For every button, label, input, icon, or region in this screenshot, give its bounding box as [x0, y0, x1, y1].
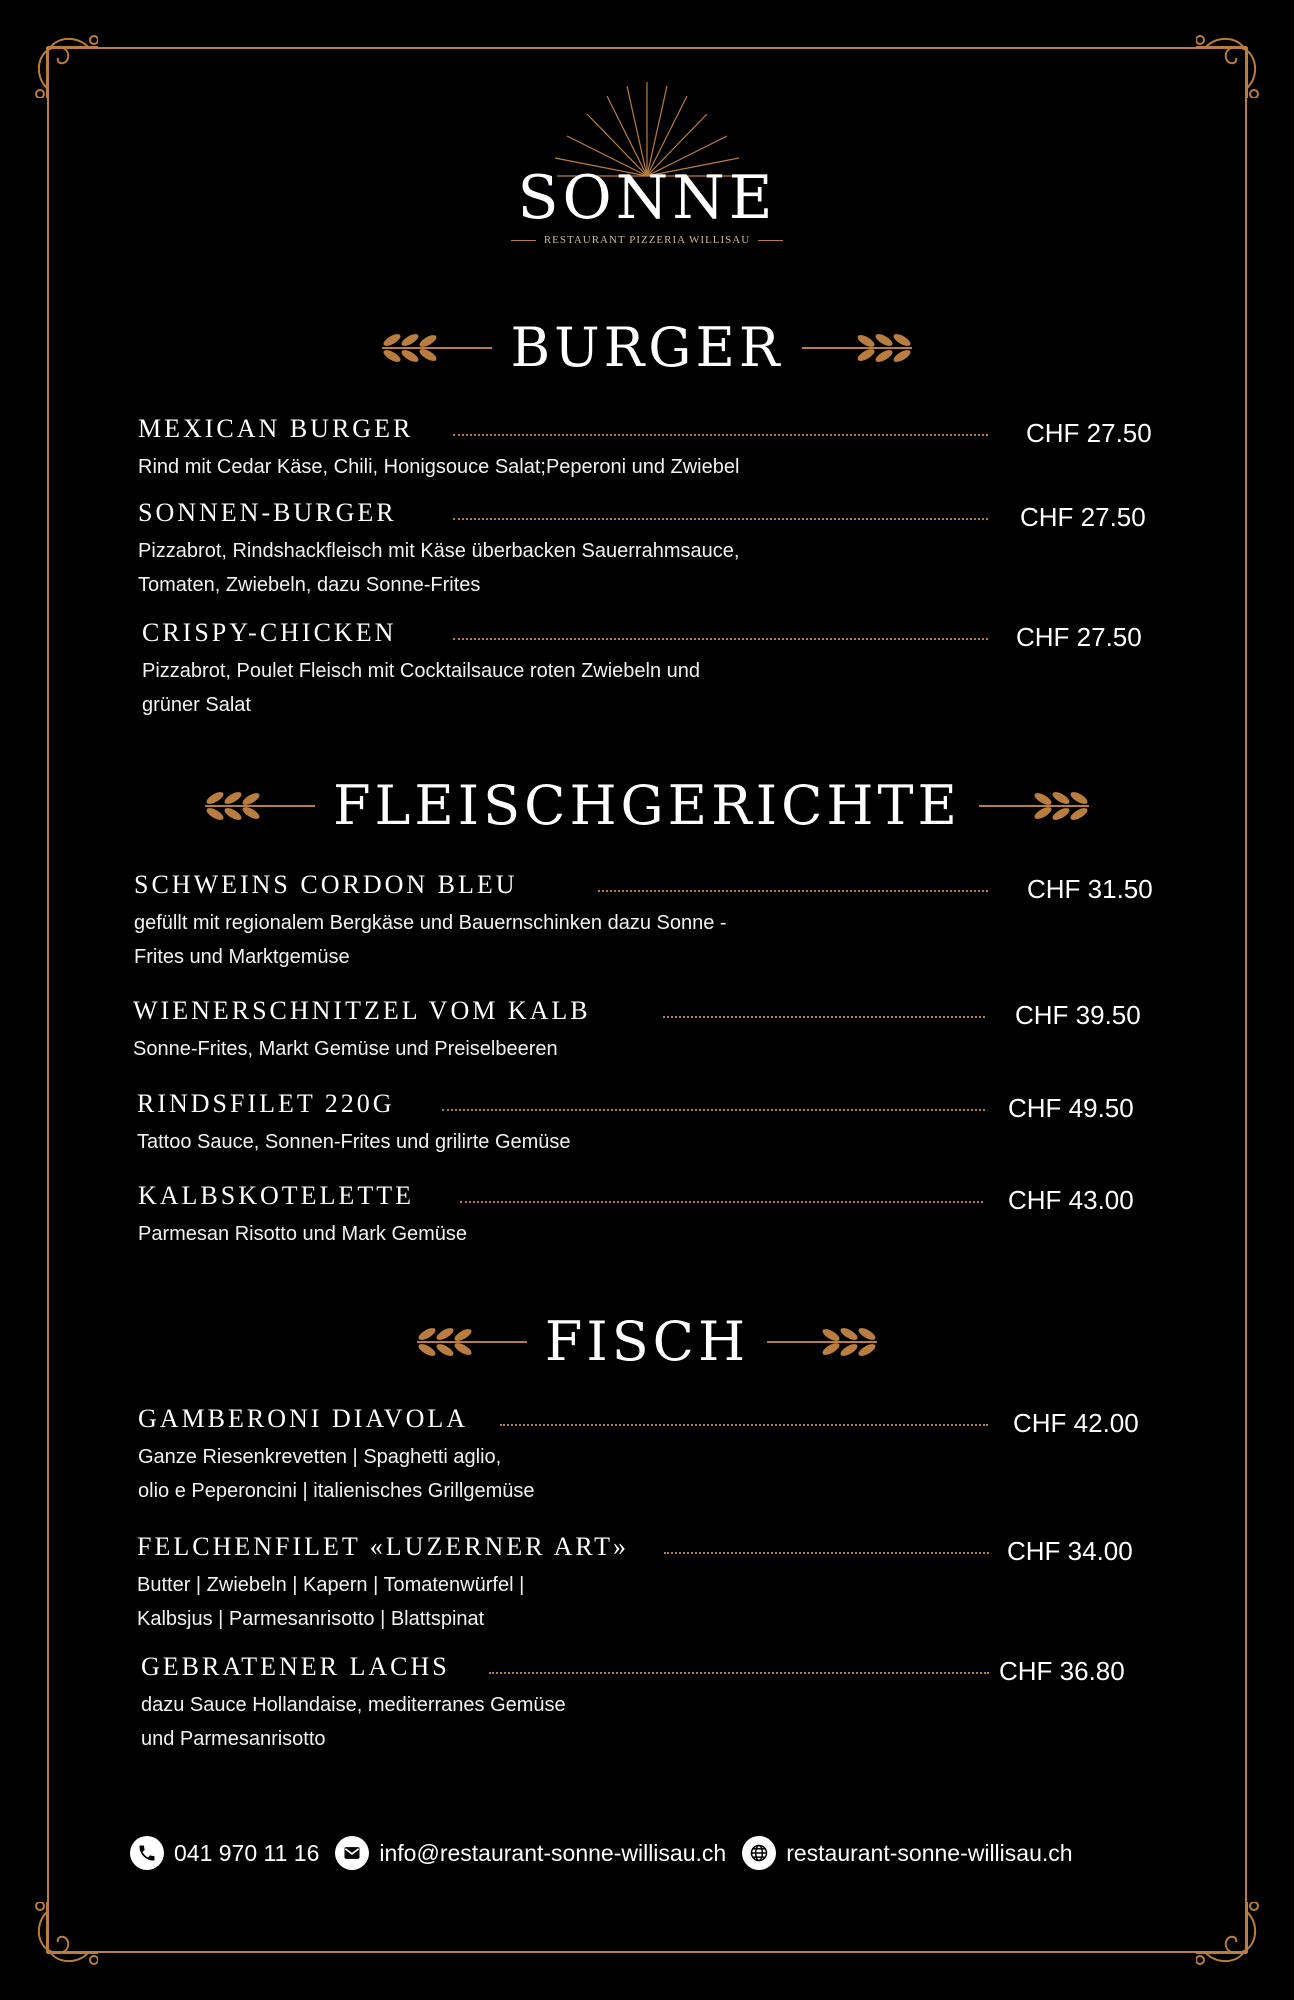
menu-item: [138, 498, 1198, 602]
logo-subtitle: RESTAURANT PIZZERIA WILLISAU: [0, 234, 1294, 246]
globe-icon: [742, 1836, 776, 1870]
menu-item: [137, 1532, 1197, 1636]
logo: [0, 80, 1294, 246]
item-description: Ganze Riesenkrevetten | Spaghetti aglio, olio e Peperoncini | italienisches Grillgemüse: [138, 1446, 535, 1502]
menu-item: [138, 1404, 1198, 1508]
item-price: CHF 43.00: [1008, 1185, 1134, 1215]
section-title-fleischgerichte: FLEISCHGERICHTE: [0, 774, 1294, 839]
laurel-branch-icon: [802, 328, 922, 368]
item-name: GAMBERONI DIAVOLA: [138, 1404, 469, 1433]
menu-item: [141, 1652, 1201, 1756]
item-price: CHF 39.50: [1015, 1000, 1141, 1030]
item-price: CHF 42.00: [1013, 1408, 1139, 1438]
dotted-leader: [453, 638, 988, 640]
contact-phone[interactable]: 041 970 11 16: [130, 1836, 319, 1870]
laurel-branch-icon: [195, 786, 315, 826]
laurel-branch-icon: [979, 786, 1099, 826]
menu-item: [134, 870, 1194, 974]
item-name: KALBSKOTELETTE: [138, 1181, 414, 1210]
item-price: CHF 34.00: [1007, 1536, 1133, 1566]
item-name: WIENERSCHNITZEL VOM KALB: [133, 996, 591, 1025]
contact-website[interactable]: restaurant-sonne-willisau.ch: [742, 1836, 1072, 1870]
dotted-leader: [453, 434, 988, 436]
item-price: CHF 27.50: [1026, 418, 1152, 448]
item-name: RINDSFILET 220G: [137, 1089, 395, 1118]
dotted-leader: [460, 1201, 983, 1203]
laurel-branch-icon: [407, 1322, 527, 1362]
dotted-leader: [663, 1016, 985, 1018]
dotted-leader: [489, 1672, 989, 1674]
contact-email[interactable]: info@restaurant-sonne-willisau.ch: [335, 1836, 726, 1870]
menu-item: [142, 618, 1202, 722]
item-name: SCHWEINS CORDON BLEU: [134, 870, 518, 899]
item-description: gefüllt mit regionalem Bergkäse und Bauernschinken dazu Sonne - Frites und Marktgemüse: [134, 912, 727, 968]
phone-icon: [130, 1836, 164, 1870]
item-price: CHF 27.50: [1020, 502, 1146, 532]
dotted-leader: [442, 1109, 985, 1111]
menu-item: [133, 996, 1193, 1066]
item-description: Sonne-Frites, Markt Gemüse und Preiselbeeren: [133, 1038, 558, 1060]
item-description: Rind mit Cedar Käse, Chili, Honigsouce Salat;Peperoni und Zwiebel: [138, 456, 740, 478]
item-name: GEBRATENER LACHS: [141, 1652, 450, 1681]
laurel-branch-icon: [372, 328, 492, 368]
item-price: CHF 27.50: [1016, 622, 1142, 652]
item-name: CRISPY-CHICKEN: [142, 618, 397, 647]
menu-item: [137, 1089, 1197, 1159]
item-price: CHF 49.50: [1008, 1093, 1134, 1123]
item-description: Parmesan Risotto und Mark Gemüse: [138, 1223, 468, 1245]
logo-name: SONNE: [517, 163, 777, 233]
item-description: Pizzabrot, Poulet Fleisch mit Cocktailsauce roten Zwiebeln und grüner Salat: [142, 660, 701, 716]
item-price: CHF 31.50: [1027, 874, 1153, 904]
item-description: dazu Sauce Hollandaise, mediterranes Gemüse und Parmesanrisotto: [141, 1694, 566, 1750]
contact-footer: [130, 1836, 1089, 1870]
dotted-leader: [598, 890, 988, 892]
item-price: CHF 36.80: [999, 1656, 1125, 1686]
item-name: MEXICAN BURGER: [138, 414, 414, 443]
item-name: SONNEN-BURGER: [138, 498, 397, 527]
dotted-leader: [453, 518, 988, 520]
section-title-burger: BURGER: [0, 316, 1294, 381]
item-name: FELCHENFILET «LUZERNER ART»: [137, 1532, 630, 1561]
menu-item: [138, 1181, 1198, 1251]
menu-item: [138, 414, 1198, 484]
mail-icon: [335, 1836, 369, 1870]
item-description: Pizzabrot, Rindshackfleisch mit Käse überbacken Sauerrahmsauce, Tomaten, Zwiebeln, dazu Sonne-Frites: [138, 540, 740, 596]
laurel-branch-icon: [767, 1322, 887, 1362]
item-description: Butter | Zwiebeln | Kapern | Tomatenwürfel | Kalbsjus | Parmesanrisotto | Blattspinat: [137, 1574, 525, 1630]
dotted-leader: [664, 1552, 989, 1554]
item-description: Tattoo Sauce, Sonnen-Frites und grilirte Gemüse: [137, 1131, 571, 1153]
corner-ornament-icon: [1196, 1902, 1266, 1972]
section-title-fisch: FISCH: [0, 1310, 1294, 1375]
corner-ornament-icon: [28, 1902, 98, 1972]
dotted-leader: [500, 1424, 988, 1426]
